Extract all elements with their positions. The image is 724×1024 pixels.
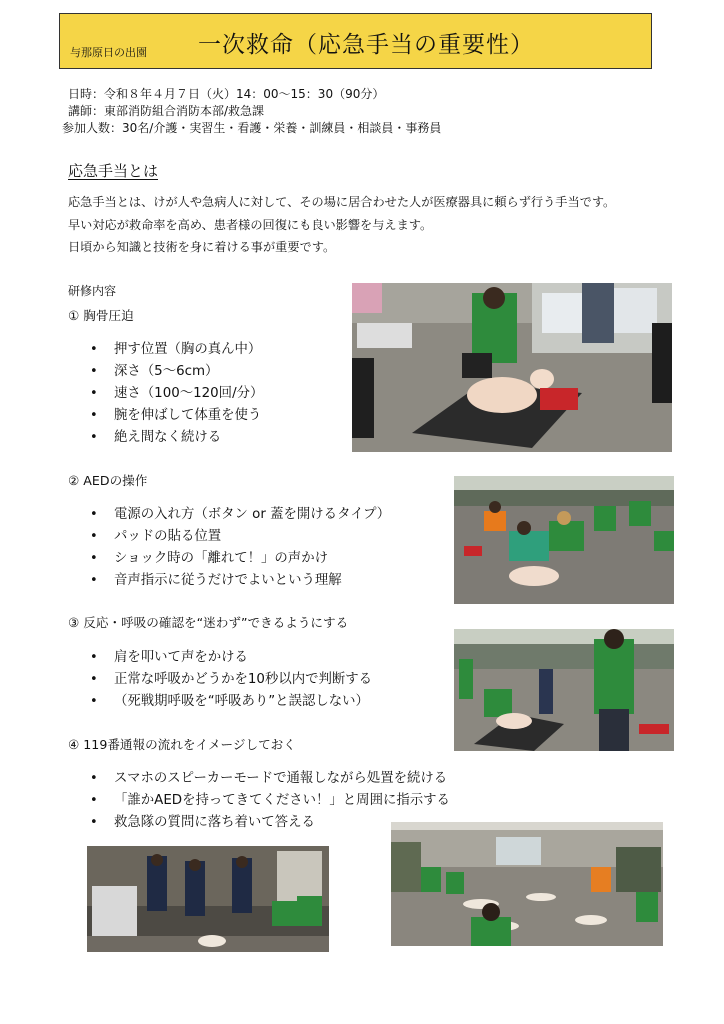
list-item: • スマホのスピーカーモードで通報しながら処置を続ける (88, 768, 450, 790)
list-item: • 絶え間なく続ける (88, 427, 263, 449)
list-item: • 音声指示に従うだけでよいという理解 (88, 570, 390, 592)
photo-lecture (87, 846, 329, 952)
topic-title-1: ① 胸骨圧迫 (68, 308, 134, 323)
list-item: • ショック時の「離れて！」の声かけ (88, 548, 390, 570)
topic-title-3: ③ 反応・呼吸の確認を“迷わず”できるようにする (68, 615, 349, 630)
intro-line-1: 応急手当とは、けが人や急病人に対して、その場に居合わせた人が医療器具に頼らず行う手当です。 (68, 195, 616, 209)
info-participants: 参加人数：30名/介護・実習生・看護・栄養・訓練員・相談員・事務員 (62, 121, 442, 135)
intro-line-3: 日頃から知識と技術を身に着ける事が重要です。 (68, 240, 336, 254)
list-item: • 救急隊の質問に落ち着いて答える (88, 812, 450, 834)
section-heading: 応急手当とは (68, 162, 159, 180)
photo-chest-compression (352, 283, 672, 452)
topic-title-2: ② AEDの操作 (68, 473, 148, 488)
intro-line-2: 早い対応が救命率を高め、患者様の回復にも良い影響を与えます。 (68, 218, 433, 232)
list-item: • （死戦期呼吸を“呼吸あり”と誤認しない） (88, 691, 372, 713)
topic-title-4: ④ 119番通報の流れをイメージしておく (68, 737, 296, 752)
list-item: • 押す位置（胸の真ん中） (88, 339, 263, 361)
topic-3-list (88, 647, 372, 713)
list-item: • 電源の入れ方（ボタン or 蓋を開けるタイプ） (88, 504, 390, 526)
list-item: • 速さ（100～120回/分） (88, 383, 263, 405)
training-label: 研修内容 (68, 284, 117, 298)
info-date: 日時：令和８年４月７日（火）14：00～15：30（90分） (68, 87, 385, 101)
facility-name: 与那原日の出園 (70, 46, 147, 59)
list-item: • 「誰かAEDを持ってきてください！」と周囲に指示する (88, 790, 450, 812)
info-instructor: 講師：東部消防組合消防本部/救急課 (68, 104, 265, 118)
title-banner (59, 13, 652, 69)
list-item: • パッドの貼る位置 (88, 526, 390, 548)
photo-response-check (454, 629, 674, 751)
list-item: • 肩を叩いて声をかける (88, 647, 372, 669)
list-item: • 腕を伸ばして体重を使う (88, 405, 263, 427)
photo-aed (454, 476, 674, 604)
photo-training-hall (391, 822, 663, 946)
page-title: 一次救命（応急手当の重要性） (198, 32, 534, 58)
topic-1-list (88, 339, 263, 449)
list-item: • 正常な呼吸かどうかを10秒以内で判断する (88, 669, 372, 691)
topic-2-list (88, 504, 390, 592)
list-item: • 深さ（5～6cm） (88, 361, 263, 383)
